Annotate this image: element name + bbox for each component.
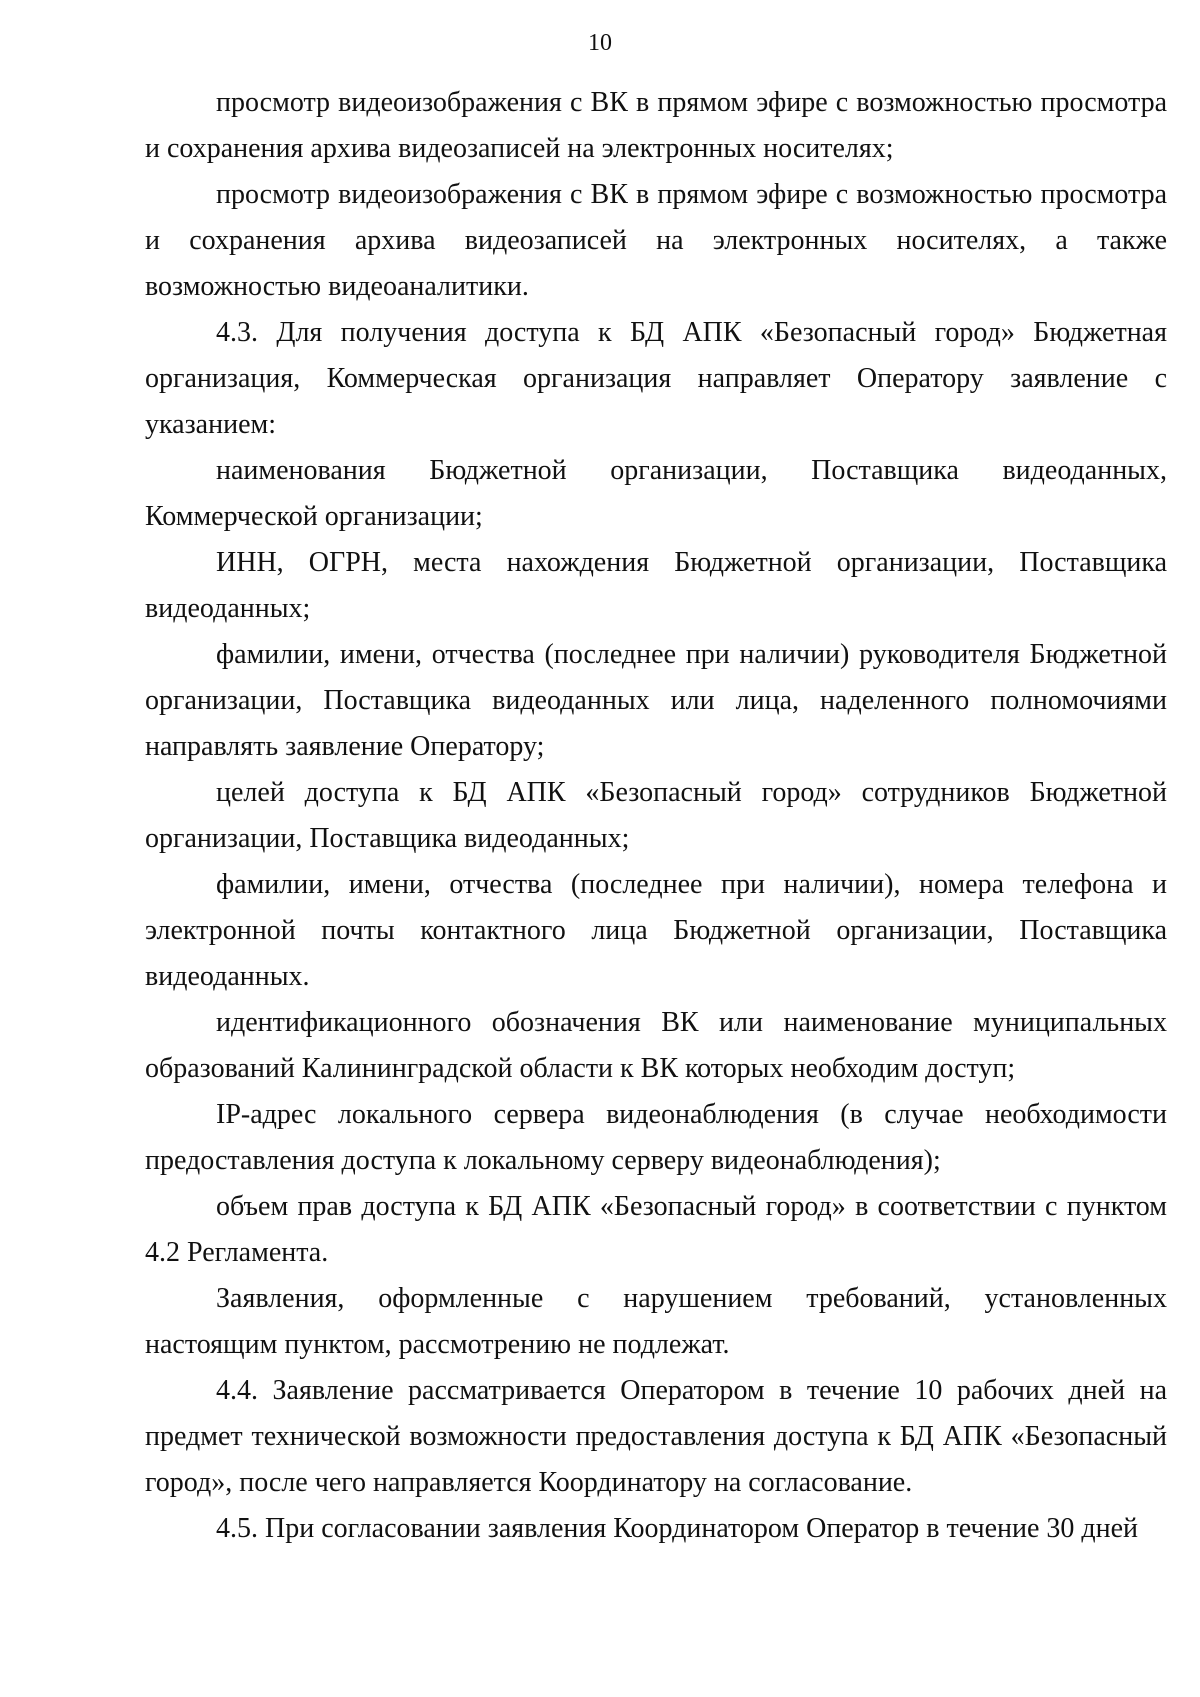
paragraph-4-4: 4.4. Заявление рассматривается Оператором в течение 10 рабочих дней на предмет технической возможности предоставления доступа к БД АПК «Безопасный город», после чего направляется Координатору на согласование.: [145, 1375, 1167, 1498]
page-number: 10: [588, 30, 612, 56]
paragraph-head-name: фамилии, имени, отчества (последнее при наличии) руководителя Бюджетной организации, Поставщика видеоданных или лица, наделенного полномочиями направлять заявление Оператору;: [145, 639, 1167, 762]
paragraph-view-analytics: просмотр видеоизображения с ВК в прямом эфире с возможностью просмотра и сохранения архива видеозаписей на электронных носителях, а также возможностью видеоаналитики.: [145, 179, 1167, 302]
paragraph-access-rights: объем прав доступа к БД АПК «Безопасный город» в соответствии с пунктом 4.2 Регламента.: [145, 1191, 1167, 1268]
paragraph-view-archive: просмотр видеоизображения с ВК в прямом эфире с возможностью просмотра и сохранения архива видеозаписей на электронных носителях;: [145, 87, 1167, 164]
paragraph-contact-person: фамилии, имени, отчества (последнее при наличии), номера телефона и электронной почты контактного лица Бюджетной организации, Поставщика видеоданных.: [145, 869, 1167, 992]
paragraph-access-goals: целей доступа к БД АПК «Безопасный город» сотрудников Бюджетной организации, Поставщика видеоданных;: [145, 777, 1167, 854]
paragraph-inn-ogrn: ИНН, ОГРН, места нахождения Бюджетной организации, Поставщика видеоданных;: [145, 547, 1167, 624]
paragraph-4-5: 4.5. При согласовании заявления Координатором Оператор в течение 30 дней: [216, 1513, 1139, 1544]
paragraph-violations: Заявления, оформленные с нарушением требований, установленных настоящим пунктом, рассмотрению не подлежат.: [145, 1283, 1167, 1360]
paragraph-ip-address: IP-адрес локального сервера видеонаблюдения (в случае необходимости предоставления доступа к локальному серверу видеонаблюдения);: [145, 1099, 1167, 1176]
paragraph-names: наименования Бюджетной организации, Поставщика видеоданных, Коммерческой организации;: [145, 455, 1167, 532]
document-body: [145, 80, 1167, 1552]
paragraph-4-3: 4.3. Для получения доступа к БД АПК «Безопасный город» Бюджетная организация, Коммерческая организация направляет Оператору заявление с указанием:: [145, 317, 1167, 440]
paragraph-camera-id: идентификационного обозначения ВК или наименование муниципальных образований Калининградской области к ВК которых необходим доступ;: [145, 1007, 1167, 1084]
